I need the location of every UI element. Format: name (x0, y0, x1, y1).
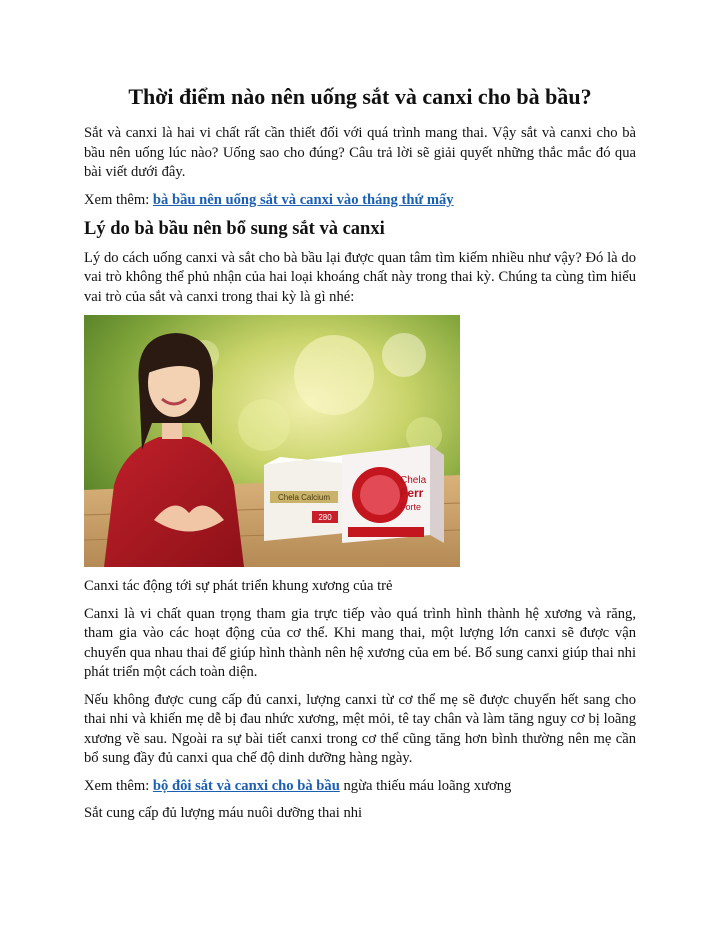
see-also-link-2[interactable]: bộ đôi sắt và canxi cho bà bầu (152, 777, 340, 794)
box-right-brand-1: Chela (400, 475, 427, 487)
intro-paragraph: Sắt và canxi là hai vi chất rất cần thiết đối với quá trình mang thai. Vậy sắt và canxi cho bà bầu nên uống lúc nào? Uống sao cho đúng? Câu trả lời sẽ giải quyết những thắc mắc đó qua bài viết dưới đây. (84, 125, 636, 181)
section-paragraph: Lý do cách uống canxi và sắt cho bà bầu lại được quan tâm tìm kiếm nhiều như vậy? Đó là do vai trò không thể phủ nhận của hai loại khoáng chất này trong thai kỳ. Chúng ta cùng tìm hiểu vai trò của sắt và canxi trong thai kỳ là gì nhé: (84, 249, 636, 305)
article-image (84, 315, 460, 567)
see-also-suffix-2: ngừa thiếu máu loãng xương (339, 777, 512, 794)
see-also-prefix: Xem thêm: (84, 191, 153, 208)
section-heading: Lý do bà bầu nên bổ sung sắt và canxi (84, 219, 385, 240)
box-right-brand-3: Forte (400, 502, 422, 513)
see-also-line-1 (84, 191, 636, 211)
page-title: Thời điểm nào nên uống sắt và canxi cho bà bầu? (128, 84, 592, 109)
box-left-brand: Chela Calcium (277, 493, 331, 503)
deficiency-paragraph: Nếu không được cung cấp đủ canxi, lượng canxi từ cơ thể mẹ sẽ được chuyển hết sang cho thai nhi và khiến mẹ dễ bị đau nhức xương, mệt mỏi, tê tay chân và làm tăng nguy cơ bị loãng xương về sau. Ngoài ra sự bài tiết canxi trong cơ thể cũng tăng hơn bình thường nên mẹ cần bổ sung đầy đủ canxi qua chế độ dinh dưỡng hàng ngày. (84, 691, 636, 767)
see-also-line-2 (84, 777, 636, 797)
calcium-paragraph: Canxi là vi chất quan trọng tham gia trực tiếp vào quá trình hình thành hệ xương và răng, tham gia vào các hoạt động của cơ thể. Khi mang thai, một lượng lớn canxi sẽ được vận chuyển qua nhau thai để giúp hình thành nên hệ xương của em bé. Bổ sung canxi giúp thai nhi phát triển một cách toàn diện. (84, 605, 636, 681)
document-page (84, 84, 636, 832)
iron-subheading: Sắt cung cấp đủ lượng máu nuôi dưỡng thai nhi (84, 805, 363, 822)
see-also-link-1[interactable]: bà bầu nên uống sắt và canxi vào tháng thứ mấy (152, 191, 454, 208)
image-caption: Canxi tác động tới sự phát triển khung xương của trẻ (84, 578, 393, 595)
box-left-count: 280 (318, 513, 332, 523)
box-right-brand-2: Ferr (400, 486, 424, 501)
see-also-prefix-2: Xem thêm: (84, 777, 153, 794)
